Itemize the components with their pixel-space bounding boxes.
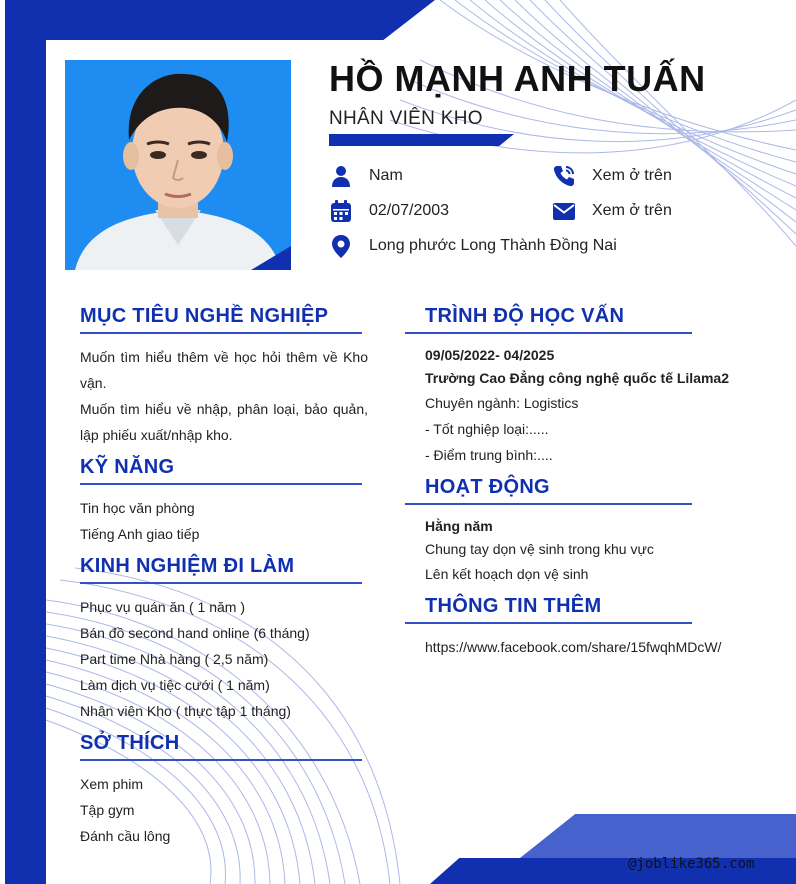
section-title: HOẠT ĐỘNG xyxy=(405,476,692,505)
section-title: KINH NGHIỆM ĐI LÀM xyxy=(80,555,362,584)
activity-period: Hằng năm xyxy=(425,518,493,534)
info-gender xyxy=(329,164,403,188)
birthdate-value: 02/07/2003 xyxy=(369,202,450,219)
section-additional-info xyxy=(405,595,785,660)
section-objective xyxy=(80,305,368,448)
list-item: Tiếng Anh giao tiếp xyxy=(80,526,200,542)
section-title: KỸ NĂNG xyxy=(80,456,362,485)
left-accent-bar xyxy=(5,0,46,884)
education-period: 09/05/2022- 04/2025 xyxy=(425,347,555,363)
section-title: TRÌNH ĐỘ HỌC VẤN xyxy=(405,305,692,334)
info-address xyxy=(329,234,617,258)
section-skills xyxy=(80,456,368,547)
objective-line: Muốn tìm hiểu thêm về học hỏi thêm về Kho vận. xyxy=(80,349,368,391)
job-title-underline xyxy=(329,134,514,146)
section-education xyxy=(405,305,785,468)
location-pin-icon xyxy=(329,234,353,258)
section-title: MỤC TIÊU NGHỀ NGHIỆP xyxy=(80,305,362,334)
candidate-name: HỒ MẠNH ANH TUẤN xyxy=(329,58,706,99)
education-school: Trường Cao Đẳng công nghệ quốc tế Lilama2 xyxy=(425,370,730,386)
section-hobbies xyxy=(80,732,368,849)
user-icon xyxy=(329,164,353,188)
section-body xyxy=(405,344,785,468)
section-activities xyxy=(405,476,785,587)
section-body xyxy=(80,771,368,849)
list-item: Đánh cầu lông xyxy=(80,828,171,844)
list-item: Tập gym xyxy=(80,802,135,818)
calendar-icon xyxy=(329,199,353,223)
email-value: Xem ở trên xyxy=(592,202,672,219)
gender-value: Nam xyxy=(369,167,403,184)
phone-icon xyxy=(552,164,576,188)
section-body xyxy=(405,515,785,587)
objective-line: Muốn tìm hiểu về nhập, phân loại, bảo quản, lập phiếu xuất/nhập kho. xyxy=(80,401,368,443)
avatar xyxy=(65,60,291,270)
address-value: Long phước Long Thành Đồng Nai xyxy=(369,237,617,254)
section-experience xyxy=(80,555,368,724)
job-title: NHÂN VIÊN KHO xyxy=(329,108,483,129)
list-item: Tin học văn phòng xyxy=(80,500,195,516)
list-item: Xem phim xyxy=(80,776,144,792)
section-title: THÔNG TIN THÊM xyxy=(405,595,692,624)
info-email xyxy=(552,199,672,223)
activity-detail: Lên kết hoạch dọn vệ sinh xyxy=(425,566,589,582)
watermark: @joblike365.com xyxy=(628,856,755,872)
education-detail: - Tốt nghiệp loại:..... xyxy=(425,421,549,437)
facebook-link[interactable]: https://www.facebook.com/share/15fwqhMDcW/ xyxy=(425,639,722,655)
list-item: Nhân viên Kho ( thực tập 1 tháng) xyxy=(80,703,291,719)
section-title: SỞ THÍCH xyxy=(80,732,362,761)
top-accent-band xyxy=(5,0,435,40)
list-item: Phục vụ quán ăn ( 1 năm ) xyxy=(80,599,245,615)
list-item: Part time Nhà hàng ( 2,5 năm) xyxy=(80,651,269,667)
list-item: Làm dịch vụ tiệc cưới ( 1 năm) xyxy=(80,677,270,693)
envelope-icon xyxy=(552,199,576,223)
info-birthdate xyxy=(329,199,449,223)
section-body xyxy=(80,495,368,547)
section-body xyxy=(405,634,785,660)
activity-detail: Chung tay dọn vệ sinh trong khu vực xyxy=(425,541,654,557)
list-item: Bán đồ second hand online (6 tháng) xyxy=(80,625,310,641)
profile-photo xyxy=(65,60,291,270)
phone-value: Xem ở trên xyxy=(592,167,672,184)
section-body xyxy=(80,594,368,724)
info-phone xyxy=(552,164,672,188)
section-body xyxy=(80,344,368,448)
education-detail: - Điểm trung bình:.... xyxy=(425,447,553,463)
education-detail: Chuyên ngành: Logistics xyxy=(425,395,579,411)
